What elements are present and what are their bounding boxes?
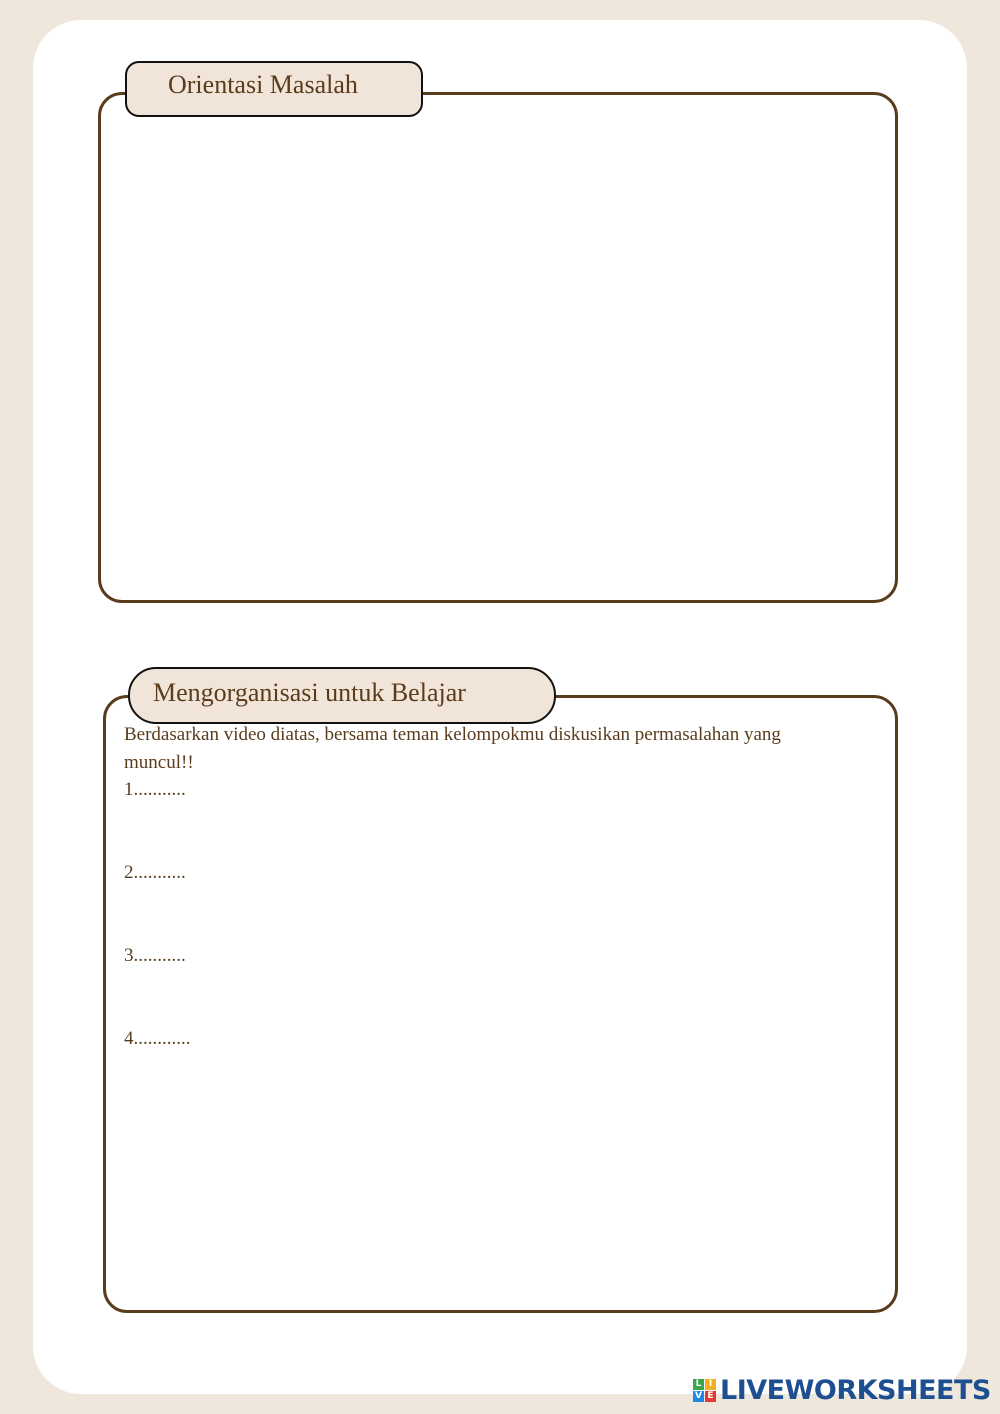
logo-grid-icon: [693, 1379, 716, 1402]
answer-line-3: 3...........: [124, 945, 186, 966]
logo-letter-e: E: [705, 1391, 716, 1402]
instruction-text: Berdasarkan video diatas, bersama teman kelompokmu diskusikan permasalahan yang muncul!!: [124, 724, 781, 773]
logo-letter-l: L: [693, 1379, 704, 1390]
answer-line-1: 1...........: [124, 779, 186, 800]
mengorganisasi-title: Mengorganisasi untuk Belajar: [128, 667, 556, 724]
orientasi-masalah-box: [98, 92, 898, 603]
brand-name: LIVEWORKSHEETS: [720, 1374, 991, 1406]
orientasi-masalah-title: Orientasi Masalah: [125, 61, 423, 117]
answer-line-2: 2...........: [124, 862, 186, 883]
logo-letter-i: I: [705, 1379, 716, 1390]
answer-line-4: 4............: [124, 1028, 191, 1049]
logo-letter-v: V: [693, 1391, 704, 1402]
mengorganisasi-box: [103, 695, 898, 1313]
liveworksheets-logo: [693, 1375, 991, 1405]
